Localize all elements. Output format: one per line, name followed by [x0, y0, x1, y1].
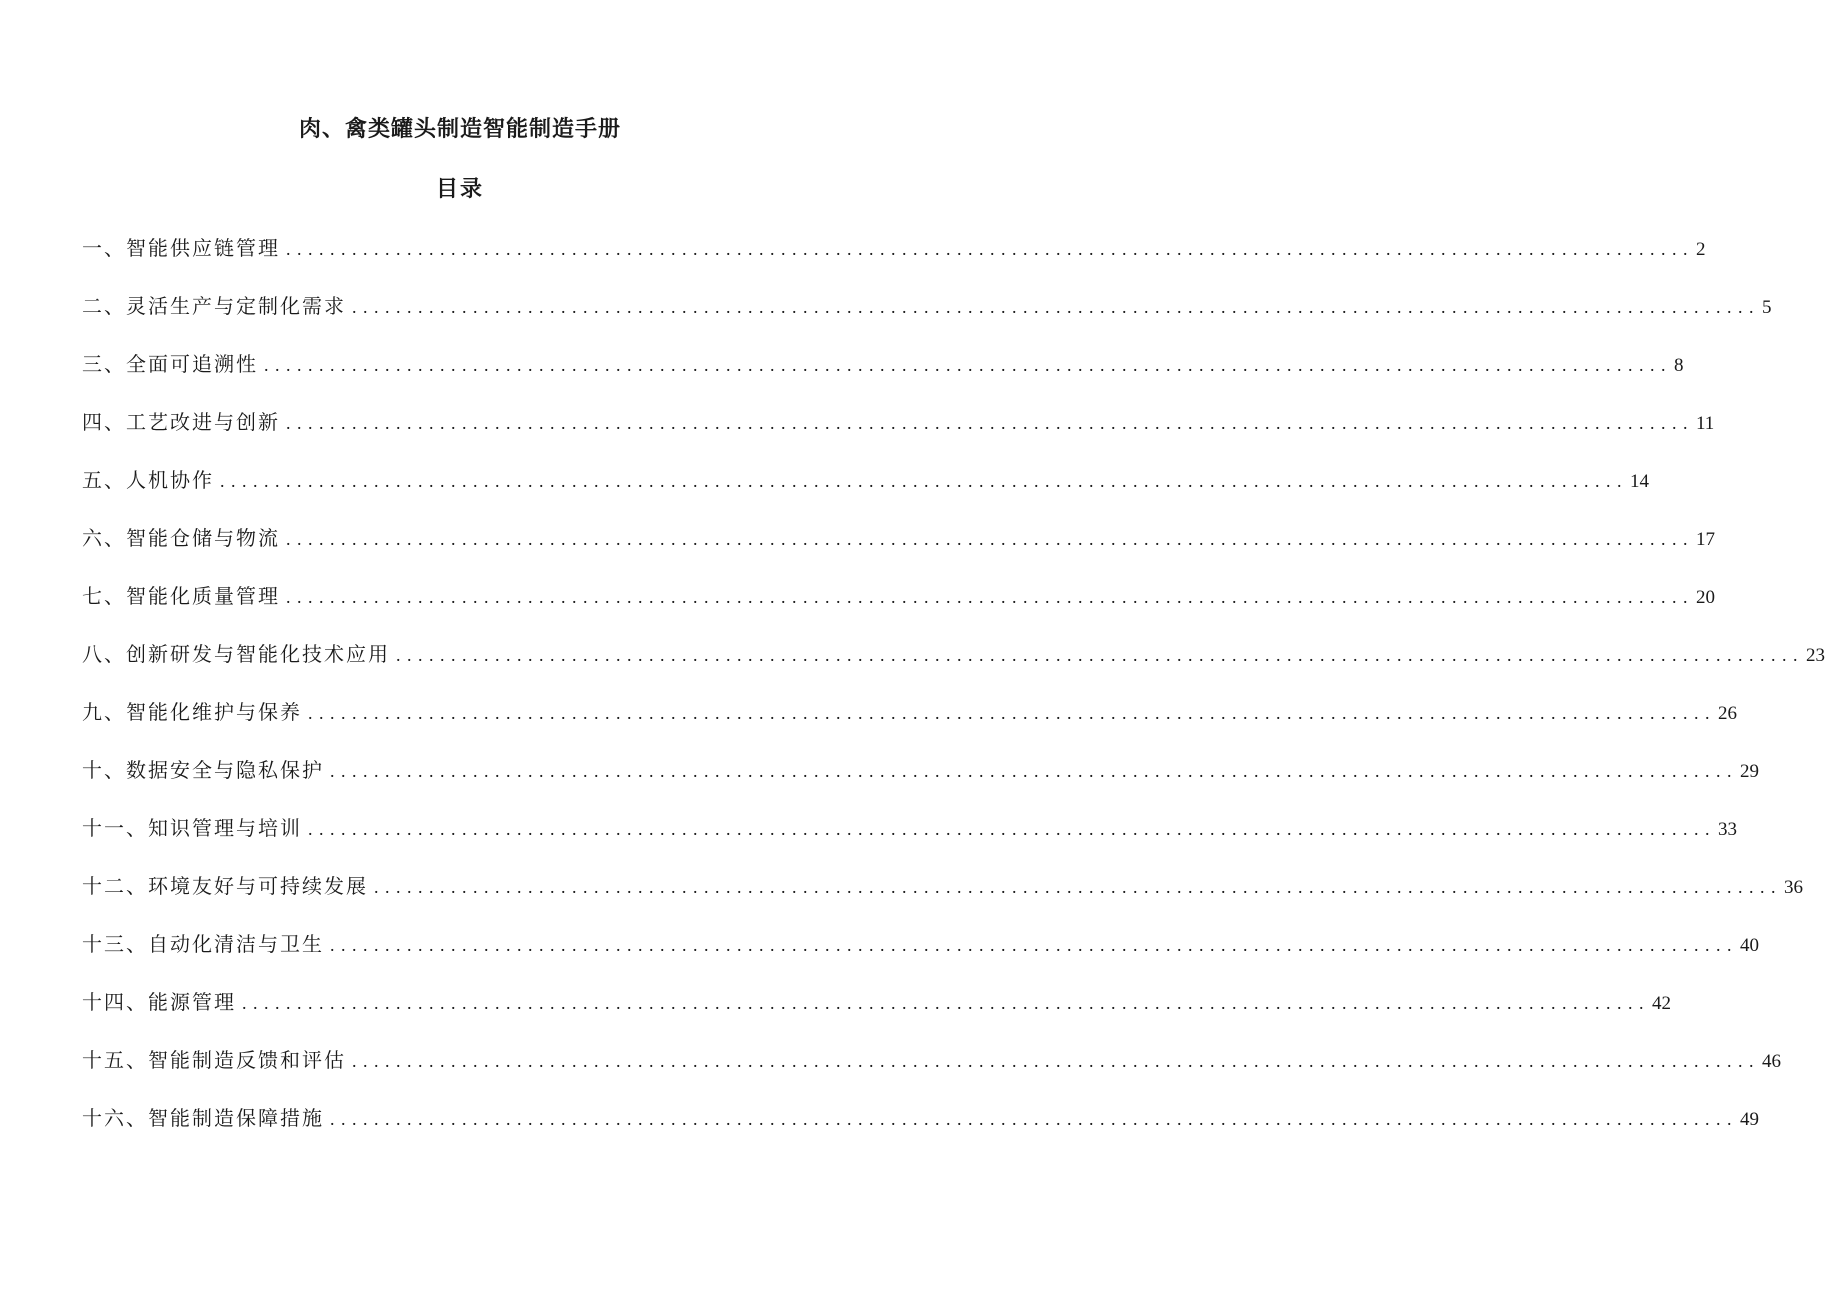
toc-dot-leader: ................................................................................................................................ [220, 471, 1628, 491]
toc-dot-leader: ................................................................................................................................ [286, 587, 1694, 607]
toc-entry[interactable] [82, 694, 1737, 752]
toc-entry[interactable] [82, 346, 1684, 404]
toc-entry[interactable] [82, 230, 1706, 288]
toc-entry[interactable] [82, 810, 1737, 868]
toc-entry[interactable] [82, 868, 1803, 926]
toc-page-number: 46 [1762, 1051, 1781, 1072]
toc-entry-label: 十、数据安全与隐私保护 [82, 758, 324, 782]
toc-entry[interactable] [82, 520, 1715, 578]
toc-page-number: 33 [1718, 819, 1737, 840]
toc-entry-label: 二、灵活生产与定制化需求 [82, 294, 346, 318]
toc-entry-label: 四、工艺改进与创新 [82, 410, 280, 434]
toc-entry-label: 十四、能源管理 [82, 990, 236, 1014]
toc-dot-leader: ................................................................................................................................ [374, 877, 1782, 897]
toc-entry-label: 十三、自动化清洁与卫生 [82, 932, 324, 956]
toc-entry[interactable] [82, 1042, 1781, 1100]
toc-page-number: 2 [1696, 239, 1706, 260]
toc-dot-leader: ................................................................................................................................ [352, 1051, 1760, 1071]
toc-dot-leader: ................................................................................................................................ [330, 761, 1738, 781]
toc-page-number: 11 [1696, 413, 1715, 434]
toc-dot-leader: ................................................................................................................................ [308, 703, 1716, 723]
toc-page-number: 36 [1784, 877, 1803, 898]
toc-entry-label: 十二、环境友好与可持续发展 [82, 874, 368, 898]
toc-entry[interactable] [82, 752, 1759, 810]
toc-entry-label: 十一、知识管理与培训 [82, 816, 302, 840]
toc-page-number: 17 [1696, 529, 1715, 550]
table-of-contents [82, 230, 1825, 1158]
toc-dot-leader: ................................................................................................................................ [242, 993, 1650, 1013]
toc-page-number: 26 [1718, 703, 1737, 724]
toc-dot-leader: ................................................................................................................................ [396, 645, 1804, 665]
toc-entry[interactable] [82, 1100, 1759, 1158]
toc-entry[interactable] [82, 462, 1649, 520]
toc-page-number: 14 [1630, 471, 1649, 492]
toc-heading: 目录 [435, 177, 484, 202]
toc-entry-label: 一、智能供应链管理 [82, 236, 280, 260]
toc-entry[interactable] [82, 404, 1715, 462]
toc-entry-label: 三、全面可追溯性 [82, 352, 258, 376]
toc-dot-leader: ................................................................................................................................ [330, 935, 1738, 955]
toc-entry-label: 七、智能化质量管理 [82, 584, 280, 608]
toc-page-number: 49 [1740, 1109, 1759, 1130]
toc-page-number: 40 [1740, 935, 1759, 956]
toc-entry[interactable] [82, 288, 1772, 346]
toc-page-number: 5 [1762, 297, 1772, 318]
toc-dot-leader: ................................................................................................................................ [330, 1109, 1738, 1129]
toc-page-number: 23 [1806, 645, 1825, 666]
toc-page-number: 42 [1652, 993, 1671, 1014]
toc-dot-leader: ................................................................................................................................ [264, 355, 1672, 375]
toc-entry[interactable] [82, 636, 1825, 694]
toc-entry-label: 五、人机协作 [82, 468, 214, 492]
toc-entry-label: 八、创新研发与智能化技术应用 [82, 642, 390, 666]
toc-entry[interactable] [82, 926, 1759, 984]
toc-page-number: 29 [1740, 761, 1759, 782]
toc-entry-label: 九、智能化维护与保养 [82, 700, 302, 724]
toc-entry-label: 十五、智能制造反馈和评估 [82, 1048, 346, 1072]
toc-dot-leader: ................................................................................................................................ [286, 413, 1694, 433]
toc-page-number: 8 [1674, 355, 1684, 376]
toc-dot-leader: ................................................................................................................................ [352, 297, 1760, 317]
toc-entry[interactable] [82, 984, 1671, 1042]
toc-dot-leader: ................................................................................................................................ [286, 239, 1694, 259]
toc-page-number: 20 [1696, 587, 1715, 608]
document-title: 肉、禽类罐头制造智能制造手册 [298, 117, 621, 142]
toc-entry-label: 十六、智能制造保障措施 [82, 1106, 324, 1130]
toc-dot-leader: ................................................................................................................................ [308, 819, 1716, 839]
toc-entry[interactable] [82, 578, 1715, 636]
toc-dot-leader: ................................................................................................................................ [286, 529, 1694, 549]
toc-entry-label: 六、智能仓储与物流 [82, 526, 280, 550]
